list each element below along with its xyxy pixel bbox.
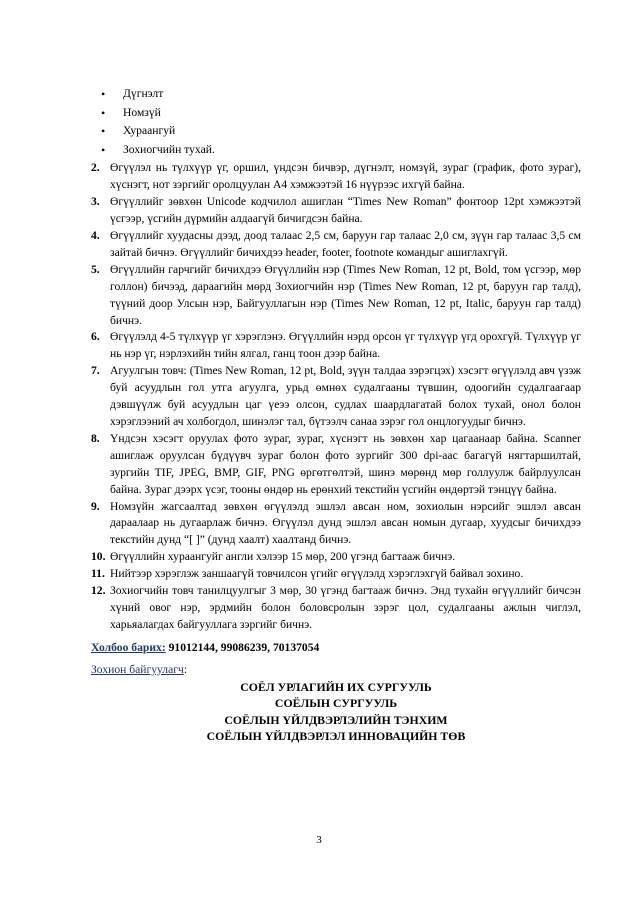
page-content — [91, 86, 581, 745]
item-number: 6. — [91, 330, 100, 344]
item-text: Үндсэн хэсэгт оруулах фото зураг, зураг, хүснэгт нь зөвхөн хар цагаанаар байна. Scanner ашиглаж оруулсан бүдүүвч зураг болон фото зургийг 300 dpi-аас багагүй нягтаршилтай, зургийн TIF, JPEG, BMP, GIF, PNG өргөтгөлтэй, шинэ мөрөнд мөр голлуулж байрлуулсан байна. Зураг дээрх үсэг, тооны өндөр нь ерөнхий текстийн үсгийн өндөртэй тэнцүү байна. — [110, 431, 581, 496]
item-text: Нийтээр хэрэглэж заншаагүй товчилсон үгийг өгүүлэлд хэрэглэхгүй байвал зохино. — [110, 567, 524, 581]
contact-label: Холбоо барих: — [91, 640, 166, 654]
organizer-name: СОЁЛ УРЛАГИЙН ИХ СУРГУУЛЬ — [240, 679, 432, 694]
item-number: 9. — [91, 499, 100, 513]
organizer-name: СОЁЛЫН ҮЙЛДВЭРЛЭЛИЙН ТЭНХИМ — [224, 712, 448, 727]
list-item — [91, 499, 581, 550]
item-number: 4. — [91, 229, 100, 242]
list-item — [91, 566, 581, 583]
list-item — [91, 549, 581, 566]
page-number: 3 — [316, 834, 322, 846]
list-item — [91, 431, 581, 499]
item-text: Өгүүллийг зөвхөн Unicode кодчилол ашиглан “Times New Roman” фонтоор 12pt хэмжээтэй үсгээр, үсгийн дүрмийн алдаагүй бичигдсэн байна. — [110, 195, 581, 226]
list-item — [91, 194, 581, 228]
list-item — [91, 228, 581, 262]
bullet-item: • Хураангуй — [101, 123, 581, 142]
list-item — [91, 329, 581, 363]
item-text: Өгүүлэл нь түлхүүр үг, оршил, үндсэн бичвэр, дүгнэлт, номзүй, зураг (график, фото зураг), хүснэгт, нот зэргийг оролцуулан А4 хэмжээтэй 16 нүүрээс ихгүй байна. — [110, 161, 581, 192]
list-item — [91, 262, 581, 330]
item-text: Өгүүллийн хураангуйг англи хэлээр 15 мөр, 200 үгэнд багтааж бичнэ. — [110, 550, 456, 564]
organizer-block — [91, 679, 581, 745]
contact-phones: 91012144, 99086239, 70137054 — [168, 640, 320, 654]
item-text: Номзүйн жагсаалтад зөвхөн өгүүлэлд эшлэл авсан ном, зохиолын нэрсийг эшлэл авсан дараалаар нь дугаарлаж бичнэ. Өгүүлэл дунд эшлэл авсан номын дугаар, хуудсыг бичихдээ текстийн дунд “[ ]” (дунд хаалт) хаалтанд бичнэ. — [110, 499, 581, 547]
item-number: 10. — [91, 550, 106, 564]
numbered-list — [91, 160, 581, 633]
item-text: Өгүүллийн гарчгийг бичихдээ Өгүүллийн нэр (Times New Roman, 12 pt, Bold, том үсгээр, мөр голлон) бичээд, дараагийн мөрд Зохиогчийн нэр (Times New Roman, 12 pt, баруун гар талд), түүний доор Улсын нэр, Байгууллагын нэр (Times New Roman, 12 pt, Italic, баруун гар талд) бичнэ. — [110, 262, 581, 327]
item-number: 2. — [91, 161, 100, 175]
item-text: Өгүүллийг хуудасны дээд, доод талаас 2,5 см, баруун гар талаас 2,0 см, зүүн гар талаас 3,5 см зайтай бичнэ. Өгүүллийг бичихдээ header, footer, footnote командыг ашиглахгүй. — [110, 229, 581, 259]
contact-line — [91, 640, 581, 657]
organizer-line — [91, 662, 581, 679]
item-text: Зохиогчийн товч танилцуулгыг 3 мөр, 30 үгэнд багтааж бичнэ. Энд тухайн өгүүллийг бичсэн хүний овог нэр, эрдмийн болон боловсролын зэрэг цол, судалгааны ажлын чиглэл, харьяалагдах байгууллага зэргийг бичнэ. — [110, 584, 581, 631]
item-number: 5. — [91, 262, 100, 276]
item-number: 12. — [91, 584, 106, 598]
item-number: 8. — [91, 431, 100, 445]
organizer-name: СОЁЛЫН СУРГУУЛЬ — [274, 696, 398, 711]
bullet-item: • Номзүй — [101, 105, 581, 124]
bullet-item: • Дүгнэлт — [101, 86, 581, 105]
item-number: 3. — [91, 195, 100, 209]
bullet-list — [101, 86, 581, 160]
list-item — [91, 160, 581, 194]
organizer-name: СОЁЛЫН ҮЙЛДВЭРЛЭЛ ИННОВАЦИЙН ТӨВ — [206, 729, 466, 744]
organizer-colon: : — [183, 662, 188, 676]
item-text: Агуулгын товч: (Times New Roman, 12 pt, Bold, зүүн талдаа зэрэгцэх) хэсэгт өгүүлэлд авч үзэж буй асуудлын гол утга агуулга, урьд өмнөх судалгааны түвшин, одоогийн судалгаагаар дэвшүүлж буй асуудлын цаг үеээ олсон, судлах шаардлагатай болох тухай, онол болон хэрэглээний ач холбогдол, шинэлэг тал, бүтээлч санаа зэрэг гол онцлогуудыг бичнэ. — [110, 364, 581, 428]
list-item — [91, 363, 581, 431]
list-item — [91, 583, 581, 634]
item-text: Өгүүлэлд 4-5 түлхүүр үг хэрэглэнэ. Өгүүллийн нэрд орсон үг түлхүүр үгд орохгүй. Түлхүүр үг нь нэр үг, нэрлэхийн тийн ялгал, ганц тоон дээр байна. — [110, 330, 581, 361]
item-number: 11. — [91, 567, 105, 581]
bullet-item: • Зохиогчийн тухай. — [101, 142, 581, 161]
item-number: 7. — [91, 364, 100, 378]
organizer-label: Зохион байгуулагч — [91, 662, 184, 676]
